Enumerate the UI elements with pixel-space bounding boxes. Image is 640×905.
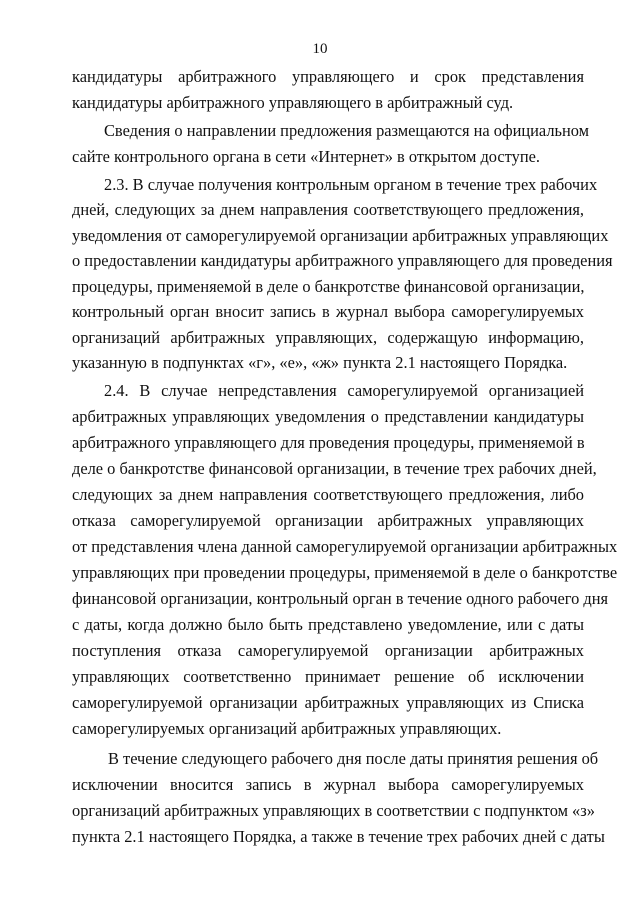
text-line: кандидатуры арбитражного управляющего и срок представления (72, 67, 584, 86)
text-line: поступления отказа саморегулируемой организации арбитражных (72, 641, 584, 660)
text-line: В течение следующего рабочего дня после даты принятия решения об (108, 749, 599, 768)
text-line: пункта 2.1 настоящего Порядка, а также в течение трех рабочих дней с даты (72, 827, 605, 846)
text-line: с даты, когда должно было быть представлено уведомление, или с даты (72, 615, 584, 634)
text-line: управляющих соответственно принимает решение об исключении (72, 667, 584, 686)
page-number: 10 (312, 41, 328, 57)
text-line: о предоставлении кандидатуры арбитражного управляющего для проведения (72, 251, 613, 270)
text-line: исключении вносится запись в журнал выбора саморегулируемых (72, 775, 584, 794)
text-line: дней, следующих за днем направления соответствующего предложения, (72, 200, 584, 219)
text-line: арбитражных управляющих уведомления о представлении кандидатуры (72, 407, 584, 426)
text-line: 2.3. В случае получения контрольным органом в течение трех рабочих (104, 175, 598, 194)
text-line: сайте контрольного органа в сети «Интернет» в открытом доступе. (72, 147, 540, 166)
text-line: организаций арбитражных управляющих, содержащую информацию, (72, 328, 584, 347)
text-line: Сведения о направлении предложения размещаются на официальном (104, 121, 590, 140)
text-line: арбитражного управляющего для проведения процедуры, применяемой в (72, 433, 585, 452)
text-line: саморегулируемой организации арбитражных управляющих из Списка (72, 693, 584, 712)
text-line: организаций арбитражных управляющих в соответствии с подпунктом «з» (72, 801, 595, 820)
text-line: отказа саморегулируемой организации арбитражных управляющих (72, 511, 584, 530)
text-line: процедуры, применяемой в деле о банкротстве финансовой организации, (72, 277, 585, 296)
text-line: 2.4. В случае непредставления саморегулируемой организацией (104, 381, 584, 400)
text-line: уведомления от саморегулируемой организации арбитражных управляющих (72, 226, 609, 245)
text-line: деле о банкротстве финансовой организации, в течение трех рабочих дней, (72, 459, 597, 478)
text-line: указанную в подпунктах «г», «е», «ж» пункта 2.1 настоящего Порядка. (72, 353, 568, 372)
text-line: управляющих при проведении процедуры, применяемой в деле о банкротстве (72, 563, 618, 582)
text-line: саморегулируемых организаций арбитражных управляющих. (72, 719, 502, 738)
text-line: следующих за днем направления соответствующего предложения, либо (72, 485, 584, 504)
text-line: финансовой организации, контрольный орган в течение одного рабочего дня (72, 589, 609, 608)
text-line: от представления члена данной саморегулируемой организации арбитражных (72, 537, 618, 556)
text-line: кандидатуры арбитражного управляющего в арбитражный суд. (72, 93, 514, 112)
text-line: контрольный орган вносит запись в журнал выбора саморегулируемых (72, 302, 584, 321)
